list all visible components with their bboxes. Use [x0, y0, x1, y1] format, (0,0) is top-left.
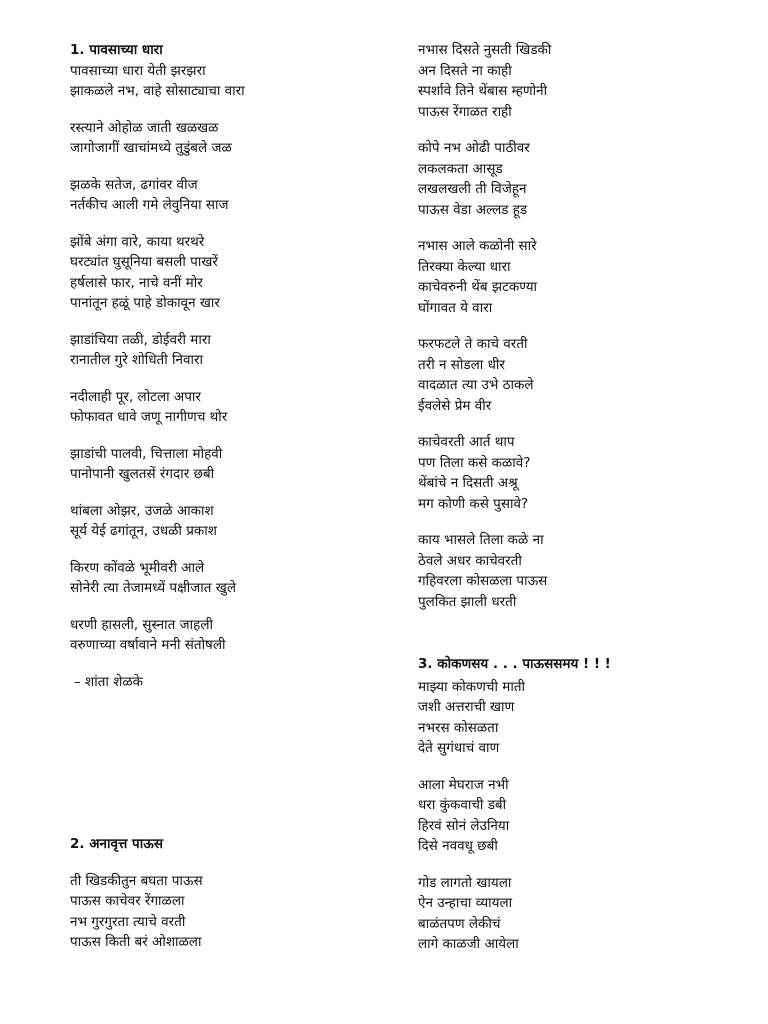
verse-line: नभरस कोसळता	[418, 719, 499, 736]
stanza	[418, 40, 718, 122]
verse-line: झाडांचिया तळी, डोईवरी मारा	[70, 331, 211, 348]
stanza	[418, 530, 718, 612]
stanza	[70, 387, 370, 428]
verse-line: पानांतून हळूं पाहे डोकावून खार	[70, 295, 220, 311]
stanza	[70, 615, 370, 656]
verse-line: पानोपानी खुलतसें रंगदार छबी	[70, 466, 215, 482]
verse-line: पाऊस किती बरं ओशाळला	[70, 934, 202, 950]
verse-line: फरफटले ते काचे वरती	[418, 336, 528, 352]
verse-line: ईवलेसे प्रेम वीर	[418, 397, 492, 414]
verse-line: स्पर्शावे तिने थेंबास म्हणोनी	[418, 83, 548, 99]
stanza	[418, 873, 718, 955]
verse-line: ठेवले अधर काचेवरती	[418, 552, 522, 569]
verse-line: वरुणाच्या वर्षावाने मनी संतोषली	[70, 637, 226, 653]
verse-line: पावसाच्या धारा येती झरझरा	[70, 62, 206, 79]
stanza	[418, 677, 718, 759]
verse-line: बाळंतपण लेकीचं	[418, 915, 501, 932]
verse-line: काचेवरुनी थेंब झटकण्या	[418, 279, 538, 295]
verse-line: पाऊस काचेवर रेंगाळला	[70, 893, 185, 909]
verse-line: वादळात त्या उभे ठाकले	[418, 377, 534, 393]
poem-1	[70, 40, 370, 692]
poem-2-title: 2. अनावृत्त पाऊस	[70, 836, 163, 852]
verse-line: पाऊस वेडा अल्लड हूड	[418, 201, 528, 218]
verse-line: आला मेघराज नभी	[418, 776, 509, 793]
verse-line: थेंबांचे न दिसती अश्रू	[418, 475, 518, 491]
stanza	[70, 501, 370, 542]
poem-1-author: – शांता शेळके	[74, 673, 144, 690]
stanza	[418, 236, 718, 318]
stanza	[70, 61, 370, 102]
verse-line: झोंबे अंगा वारे, काया थरथरे	[70, 233, 205, 250]
verse-line: जशी अत्तराची खाण	[418, 699, 515, 715]
verse-line: हिरवं सोनं लेउनिया	[418, 817, 510, 834]
verse-line: नर्तकीच आली गमे लेवुनिया साज	[70, 197, 229, 213]
verse-line: सूर्य येई ढगांतून, उधळी प्रकाश	[70, 523, 217, 539]
stanza	[70, 118, 370, 159]
verse-line: नभास आले कळोनी सारे	[418, 238, 537, 254]
verse-line: दिसे नववधू छबी	[418, 838, 498, 854]
verse-line: झाकळले नभ, वाहे सोसाट्याचा वारा	[70, 83, 245, 99]
verse-line: मग कोणी कसे पुसावे?	[418, 495, 529, 512]
poem-2	[70, 834, 203, 953]
verse-line: रानातील गुरे शोधिती निवारा	[70, 352, 204, 368]
verse-line: झाडांची पालवी, चित्ताला मोहवी	[70, 445, 223, 462]
verse-line: अन दिसते ना काही	[418, 62, 512, 79]
verse-line: काचेवरती आर्त थाप	[418, 434, 515, 450]
verse-line: रस्त्याने ओहोळ जाती खळखळ	[70, 119, 219, 136]
right-column	[418, 40, 718, 971]
stanza	[70, 232, 370, 314]
verse-line: लकलकता आसूड	[418, 160, 503, 177]
verse-line: नभ गुरगुरता त्याचे वरती	[70, 913, 186, 930]
verse-line: पुलकित झाली धरती	[418, 593, 517, 610]
verse-line: थांबला ओझर, उजळे आकाश	[70, 502, 214, 519]
verse-line: गहिवरला कोसळला पाऊस	[418, 573, 548, 589]
verse-line: कोपे नभ ओढी पाठीवर	[418, 140, 530, 156]
verse-line: फोफावत धावे जणू नागीणच थोर	[70, 409, 228, 425]
verse-line: किरण कोंवळे भूमीवरी आले	[70, 559, 205, 576]
verse-line: देते सुगंधाचं वाण	[418, 740, 500, 756]
stanza	[418, 138, 718, 220]
verse-line: नभास दिसते नुसती खिडकी	[418, 42, 552, 58]
verse-line: धरणी हासली, सुस्नात जाहली	[70, 616, 213, 633]
verse-line: गोड लागतो खायला	[418, 874, 512, 891]
verse-line: सोनेरी त्या तेजामध्यें पक्षीजात खुले	[70, 580, 236, 596]
verse-line: तिरक्या केल्या धारा	[418, 258, 511, 275]
verse-line: जागोजागीं खाचांमध्ये तुडुंबले जळ	[70, 140, 232, 156]
stanza	[70, 558, 370, 599]
verse-line: नदीलाही पूर, लोटला अपार	[70, 388, 201, 405]
stanza	[418, 432, 718, 514]
verse-line: झळके सतेज, ढगांवर वीज	[70, 176, 198, 193]
stanza	[418, 775, 718, 857]
poem-3-title: 3. कोकणसय . . . पाऊससमय ! ! !	[418, 656, 611, 672]
verse-line: लखलखली ती विजेहून	[418, 181, 527, 197]
stanza	[70, 444, 370, 485]
poem-1-title: 1. पावसाच्या धारा	[70, 42, 163, 58]
verse-line: ऐन उन्हाचा व्यायला	[418, 895, 513, 911]
verse-line: घरट्यांत घुसूनिया बसली पाखरें	[70, 254, 218, 270]
verse-line: काय भासले तिला कळे ना	[418, 532, 544, 548]
verse-line: लागे काळजी आयेला	[418, 936, 519, 952]
verse-line: पण तिला कसे कळावे?	[418, 454, 531, 471]
verse-line: ती खिडकीतुन बघता पाऊस	[70, 872, 203, 889]
verse-line: घोंगावत ये वारा	[418, 299, 493, 316]
verse-line: धरा कुंकवाची डबी	[418, 797, 507, 813]
verse-line: तरी न सोडला धीर	[418, 356, 505, 373]
stanza	[418, 334, 718, 416]
verse-line: हर्षलासे फार, नाचे वनीं मोर	[70, 274, 203, 291]
verse-line: माझ्या कोकणची माती	[418, 678, 526, 695]
stanza	[70, 330, 370, 371]
stanza	[70, 175, 370, 216]
verse-line: पाऊस रेंगाळत राही	[418, 103, 512, 120]
